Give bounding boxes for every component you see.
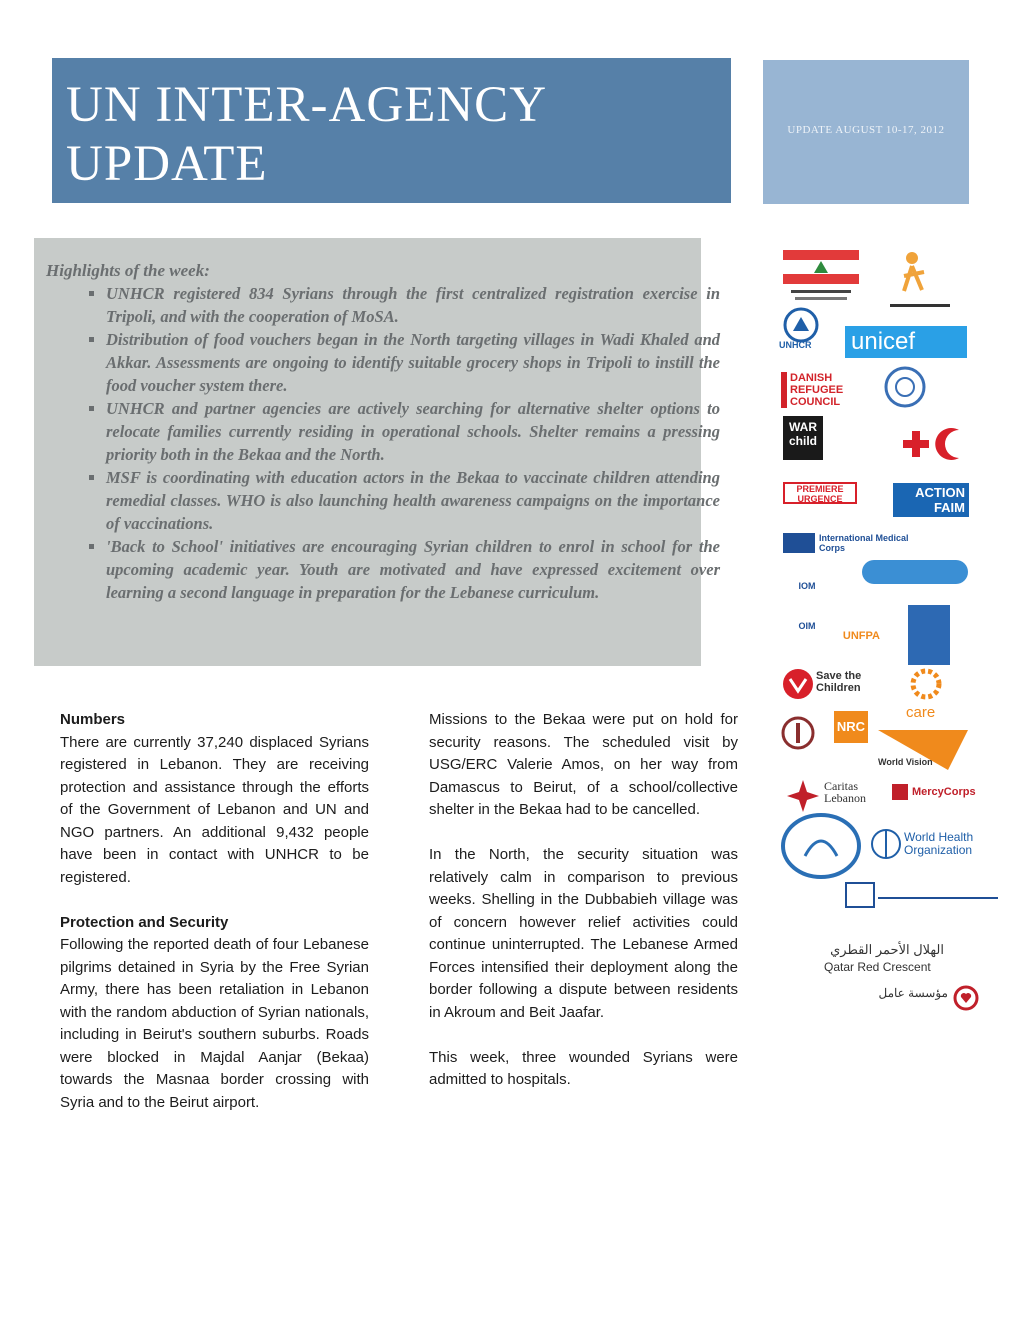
highlights-box	[34, 238, 720, 666]
qatar-rc-label: Qatar Red Crescent	[824, 960, 931, 974]
mercy-corps-logo: MercyCorps	[892, 784, 996, 800]
wfp-logo	[882, 365, 928, 409]
lebanon-flag-logo	[781, 248, 861, 308]
who-icon	[870, 826, 902, 862]
highlight-item: ▪ UNHCR registered 834 Syrians through the first centralized registration exercise in Tripoli, and with the cooperation of MoSA.	[106, 282, 720, 328]
highlight-item: ▪ 'Back to School' initiatives are encouraging Syrian children to enrol in school for the upcoming academic year. Youth are motivated and have expressed excitement over learning a second language in preparation for the Lebanese curriculum.	[106, 535, 720, 604]
qatar-crescent-icon	[791, 942, 823, 976]
iom-logo: IOM OIM	[798, 581, 816, 631]
left-column	[60, 709, 369, 1137]
numbers-heading: Numbers	[60, 711, 126, 728]
caritas-label: Caritas Lebanon	[824, 779, 866, 805]
highlight-item: ▪ UNHCR and partner agencies are actively searching for alternative shelter options to relocate families currently residing in operational schools. Shelter remains a pressing priority both in the Bekaa and the North.	[106, 397, 720, 466]
unicef-logo: unicef	[845, 326, 967, 358]
protection-heading: Protection and Security	[60, 913, 229, 931]
social-affairs-logo	[890, 246, 950, 316]
premiere-urgence-logo: PREMIERE URGENCE	[783, 482, 857, 504]
world-vision-label: World Vision	[878, 757, 933, 767]
imc-logo: International Medical Corps	[783, 533, 924, 553]
nrc-logo: NRC	[834, 711, 868, 743]
action-faim-logo: ACTION FAIM	[893, 483, 969, 517]
amel-circle-logo	[779, 812, 863, 880]
red-cross-logo	[895, 424, 967, 466]
highlights-heading: Highlights of the week:	[46, 261, 210, 280]
highlight-item: ▪ MSF is coordinating with education actors in the Bekaa to vaccinate children attending remedial classes. WHO is also launching health awareness campaigns on the importance of vaccinations.	[106, 466, 720, 535]
qatar-rc-arabic: الهلال الأحمر القطري	[830, 942, 944, 957]
right-column	[429, 709, 738, 1114]
bekaa-paragraph: Missions to the Bekaa were put on hold for security reasons. The scheduled visit by USG/ERC Valerie Amos, on her way from Damascus to Beirut, of a school/collective shelter in the Bekaa had to be cancelled.	[429, 711, 738, 818]
care-label: care	[906, 704, 936, 721]
north-paragraph: In the North, the security situation was relatively calm in comparison to previous weeks. Shelling in the Dubbabieh village was of concern however relief activities could continue uninterrupted. The Lebanese Armed Forces intensified their deployment along the border following a dispute between residents in Akroum and Beit Jaafar.	[429, 846, 738, 1021]
protection-paragraph: Following the reported death of four Lebanese pilgrims detained in Syria by the Free Syrian Army, there has been retaliation in Lebanon with the random abduction of Syrian nationals, including in Beirut's southern suburbs. Roads were blocked in Majdal Aanjar (Bekaa) towards the Masnaa border crossing with Syria and to the Beirut airport.	[60, 936, 369, 1111]
numbers-paragraph: There are currently 37,240 displaced Syrians registered in Lebanon. They are receiving protection and assistance through the efforts of the Government of Lebanon and UN and NGO partners. An additional 9,432 people have been in contact with UNHCR to be registered.	[60, 733, 369, 886]
amel-arabic-label: مؤسسة عامل	[878, 986, 948, 1000]
save-children-label: Save the Children	[816, 670, 862, 694]
war-child-logo: WAR child	[783, 416, 823, 460]
amel-heart-icon	[953, 985, 979, 1011]
unfpa-logo: UNFPA	[842, 630, 880, 642]
drc-logo: DANISH REFUGEE COUNCIL	[781, 372, 860, 408]
care-icon	[906, 668, 946, 702]
highlights-list	[74, 282, 720, 604]
unesco-text-line	[878, 897, 998, 899]
unesco-logo	[845, 882, 875, 908]
save-children-icon	[781, 667, 815, 701]
caritas-icon	[783, 778, 823, 814]
page-title: UN INTER-AGENCY UPDATE	[66, 77, 546, 192]
highlight-item: ▪ Distribution of food vouchers began in the North targeting villages in Wadi Khaled and Akkar. Assessments are ongoing to identify suitable grocery shops in Tripoli to instill the food voucher system there.	[106, 328, 720, 397]
update-date: UPDATE AUGUST 10-17, 2012	[787, 124, 945, 136]
lebanese-cross-logo	[780, 715, 816, 751]
unhcr-label: UNHCR	[779, 340, 812, 350]
mouvement-social-logo	[862, 560, 968, 584]
who-label: World Health Organization	[904, 830, 974, 857]
islamic-relief-logo	[908, 605, 950, 665]
hospitals-paragraph: This week, three wounded Syrians were admitted to hospitals.	[429, 1048, 738, 1088]
